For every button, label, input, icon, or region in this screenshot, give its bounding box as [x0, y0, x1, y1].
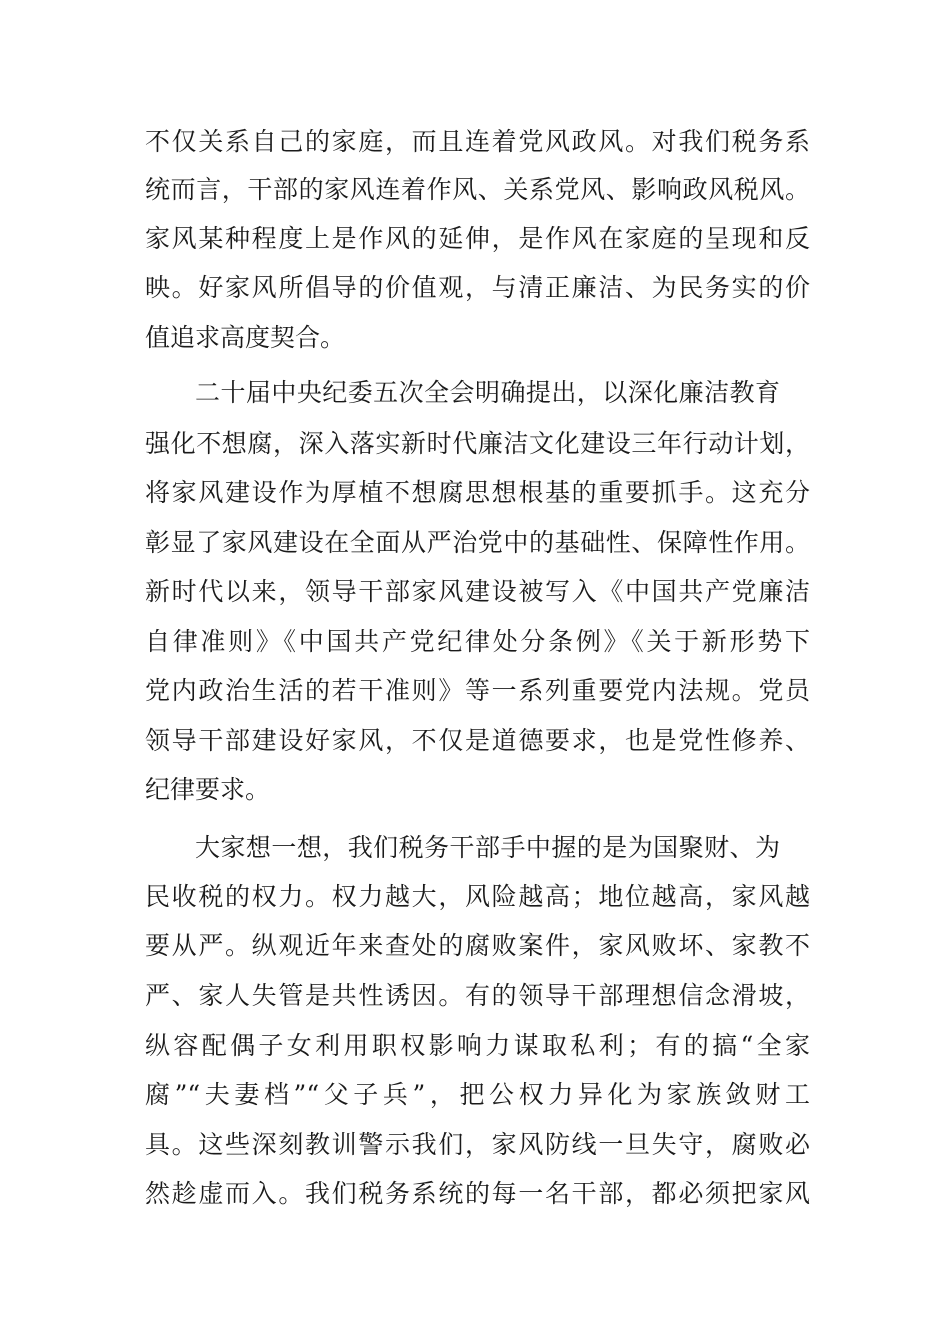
text-line: 自律准则》《中国共产党纪律处分条例》《关于新形势下 — [145, 627, 810, 656]
text-line: 新时代以来，领导干部家风建设被写入《中国共产党廉洁 — [145, 577, 810, 606]
text-line: 具。这些深刻教训警示我们，家风防线一旦失守，腐败必 — [145, 1130, 810, 1159]
text-line: 映。好家风所倡导的价值观，与清正廉洁、为民务实的价 — [145, 273, 810, 302]
text-line: 腐”“夫妻档”“父子兵”，把公权力异化为家族敛财工 — [145, 1080, 810, 1109]
text-line: 统而言，干部的家风连着作风、关系党风、影响政风税风。 — [145, 175, 810, 204]
text-line: 严、家人失管是共性诱因。有的领导干部理想信念滑坡， — [145, 981, 810, 1010]
text-line: 不仅关系自己的家庭，而且连着党风政风。对我们税务系 — [145, 127, 810, 156]
text-line: 彰显了家风建设在全面从严治党中的基础性、保障性作用。 — [145, 528, 810, 557]
text-line: 党内政治生活的若干准则》等一系列重要党内法规。党员 — [145, 676, 810, 705]
text-line: 领导干部建设好家风，不仅是道德要求，也是党性修养、 — [145, 726, 810, 755]
paragraph-first-line: 二十届中央纪委五次全会明确提出，以深化廉洁教育 — [195, 378, 780, 407]
text-line: 值追求高度契合。 — [145, 323, 346, 352]
text-line: 纵容配偶子女利用职权影响力谋取私利；有的搞“全家 — [145, 1031, 810, 1060]
text-line: 纪律要求。 — [145, 775, 271, 804]
text-line: 强化不想腐，深入落实新时代廉洁文化建设三年行动计划， — [145, 429, 810, 458]
text-line: 民收税的权力。权力越大，风险越高；地位越高，家风越 — [145, 882, 810, 911]
text-line: 要从严。纵观近年来查处的腐败案件，家风败坏、家教不 — [145, 931, 810, 960]
text-line: 将家风建设作为厚植不想腐思想根基的重要抓手。这充分 — [145, 478, 810, 507]
text-line: 家风某种程度上是作风的延伸，是作风在家庭的呈现和反 — [145, 224, 810, 253]
text-line: 然趁虚而入。我们税务系统的每一名干部，都必须把家风 — [145, 1179, 810, 1208]
paragraph-first-line: 大家想一想，我们税务干部手中握的是为国聚财、为 — [195, 833, 780, 862]
